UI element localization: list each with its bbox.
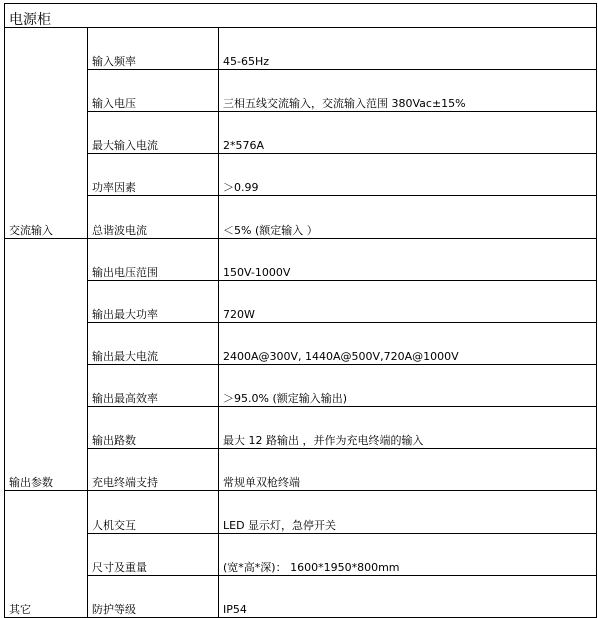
table-row (5, 449, 597, 491)
row-label: 总谐波电流 (88, 196, 219, 239)
row-label: 输出电压范围 (88, 239, 219, 281)
spec-table (4, 3, 597, 618)
row-label: 最大输入电流 (88, 112, 219, 154)
table-row (5, 70, 597, 112)
row-label: 输出最大电流 (88, 323, 219, 365)
group-label-output: 输出参数 (5, 239, 88, 491)
row-value: IP54 (219, 576, 597, 618)
row-value: 45-65Hz (219, 28, 597, 70)
table-row (5, 491, 597, 534)
row-label: 人机交互 (88, 491, 219, 534)
row-value: 2400A@300V, 1440A@500V,720A@1000V (219, 323, 597, 365)
table-row (5, 239, 597, 281)
row-value: 常规单双枪终端 (219, 449, 597, 491)
table-row (5, 196, 597, 239)
row-value: 2*576A (219, 112, 597, 154)
table-row (5, 112, 597, 154)
row-value: 最大 12 路输出 ，并作为充电终端的输入 (219, 407, 597, 449)
row-label: 输出路数 (88, 407, 219, 449)
table-row (5, 365, 597, 407)
row-label: 防护等级 (88, 576, 219, 618)
row-label: 输出最大功率 (88, 281, 219, 323)
row-value: 720W (219, 281, 597, 323)
row-value: LED 显示灯，急停开关 (219, 491, 597, 534)
row-value: 150V-1000V (219, 239, 597, 281)
row-value: 三相五线交流输入，交流输入范围 380Vac±15% (219, 70, 597, 112)
row-value: ＞0.99 (219, 154, 597, 196)
table-row (5, 28, 597, 70)
table-row (5, 576, 597, 618)
table-row (5, 323, 597, 365)
row-label: 输出最高效率 (88, 365, 219, 407)
row-value: ＞95.0% (额定输入输出) (219, 365, 597, 407)
group-label-other: 其它 (5, 491, 88, 618)
table-row (5, 534, 597, 576)
row-label: 充电终端支持 (88, 449, 219, 491)
row-label: 输入频率 (88, 28, 219, 70)
title-row (5, 4, 597, 28)
table-row (5, 407, 597, 449)
row-label: 输入电压 (88, 70, 219, 112)
table-title: 电源柜 (5, 4, 597, 28)
row-label: 功率因素 (88, 154, 219, 196)
row-value: (宽*高*深)： 1600*1950*800mm (219, 534, 597, 576)
row-value: ＜5% (额定输入 ） (219, 196, 597, 239)
group-label-ac-input: 交流输入 (5, 28, 88, 239)
table-row (5, 154, 597, 196)
row-label: 尺寸及重量 (88, 534, 219, 576)
table-row (5, 281, 597, 323)
